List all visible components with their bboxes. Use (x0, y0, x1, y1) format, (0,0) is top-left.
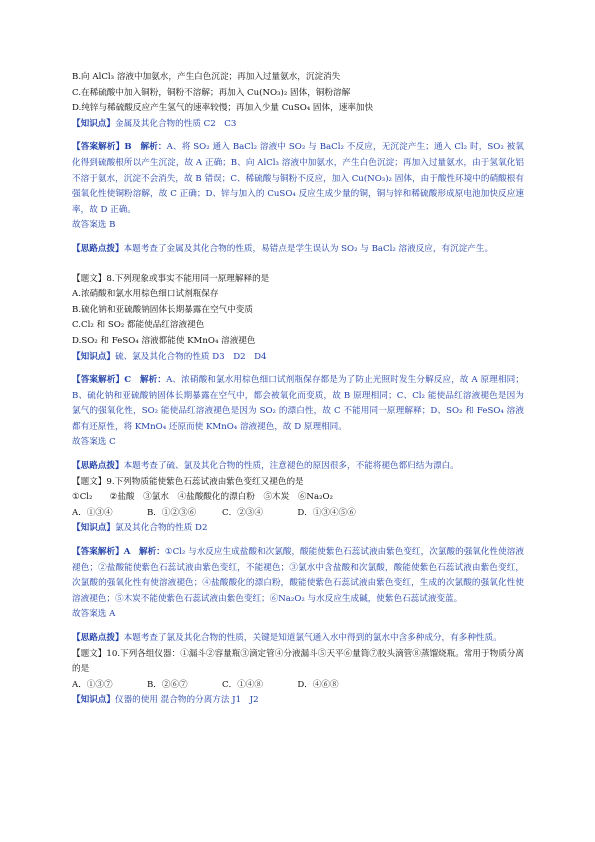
answer-letter: C (124, 375, 132, 386)
knowledge-point-label: 【知识点】 (72, 695, 115, 706)
q7-thinking-tip (72, 242, 524, 258)
q9-knowledge-point (72, 521, 524, 537)
q7-option-b: B.向 AlCl₃ 溶液中加氨水，产生白色沉淀；再加入过量氨水，沉淀消失 (72, 72, 341, 82)
q10-stem: 【题文】10.下列各组仪器：①漏斗②容量瓶③滴定管④分液漏斗⑤天平⑥量筒⑦胶头滴管⑧蒸馏烧瓶。常用于物质分离的是 (72, 648, 524, 675)
knowledge-point-label: 【知识点】 (72, 523, 115, 534)
q9-answer-analysis (72, 545, 524, 607)
knowledge-point-text: 硫、氯及其化合物的性质 D3 D2 D4 (114, 351, 267, 362)
analysis-word: 解析： (139, 547, 165, 558)
tip-label: 【思路点拨】 (72, 243, 124, 254)
knowledge-point-text: 金属及其化合物的性质 C2 C3 (114, 118, 237, 129)
answer-label: 【答案解析】 (72, 142, 125, 153)
q8-knowledge-point (72, 350, 524, 366)
q10-knowledge-point (72, 693, 524, 709)
q7-option-d: D.纯锌与稀硫酸反应产生氢气的速率较慢；再加入少量 CuSO₄ 固体，速率加快 (72, 103, 374, 114)
q8-final-answer: 故答案选 C (72, 437, 116, 448)
tip-label: 【思路点拨】 (72, 633, 124, 643)
answer-letter: A (123, 547, 131, 558)
answer-label: 【答案解析】 (72, 375, 125, 386)
q7-knowledge-point (72, 117, 524, 133)
knowledge-point-text: 仪器的使用 混合物的分离方法 J1 J2 (114, 695, 259, 706)
q8-answer-analysis (72, 373, 524, 435)
document-page (72, 70, 524, 709)
analysis-word: 解析： (139, 375, 167, 386)
q9-choices: A．①③④ B．①②③⑥ C．②③④ D．①③④⑤⑥ (72, 507, 356, 518)
tip-text: 本题考查了金属及其化合物的性质，易错点是学生误认为 SO₂ 与 BaCl₂ 溶液反应，有沉淀产生。 (123, 243, 494, 254)
analysis-word: 解析： (140, 142, 167, 153)
q7-option-c: C.在稀硫酸中加入铜粉，铜粉不溶解；再加入 Cu(NO₃)₂ 固体，铜粉溶解 (72, 87, 351, 98)
q8-option-a: A.浓硝酸和氯水用棕色细口试剂瓶保存 (72, 289, 219, 300)
knowledge-point-label: 【知识点】 (72, 351, 115, 362)
answer-label: 【答案解析】 (72, 547, 124, 558)
q8-option-d: D.SO₂ 和 FeSO₄ 溶液都能使 KMnO₄ 溶液褪色 (72, 335, 256, 346)
answer-letter: B (124, 142, 132, 153)
q10-choices: A．①③⑦ B．②⑥⑦ C．①④⑧ D．④⑥⑧ (72, 679, 339, 690)
knowledge-point-text: 氯及其化合物的性质 D2 (114, 523, 208, 534)
analysis-body: ①Cl₂ 与水反应生成盐酸和次氯酸，酸能使紫色石蕊试液由紫色变红，次氯酸的强氧化性使溶液褪色；②盐酸能使紫色石蕊试液由紫色变红，不能褪色；③氯水中含盐酸和次氯酸，酸能使紫色石蕊试液由紫色变红，次氯酸的强氧化性有使溶液褪色；④盐酸酸化的漂白粉，酸能使紫色石蕊试液由紫色变红，生成的次氯酸的强氧化性使溶液褪色；⑤木炭不能使紫色石蕊试液由紫色变红；⑥Na₂O₂ 与水反应生成碱，使紫色石蕊试液变蓝。 (72, 547, 524, 604)
q8-option-c: C.Cl₂ 和 SO₂ 都能使品红溶液褪色 (72, 320, 205, 331)
q7-answer-analysis (72, 140, 524, 218)
q7-final-answer: 故答案选 B (72, 220, 116, 231)
tip-label: 【思路点拨】 (72, 461, 124, 472)
knowledge-point-label: 【知识点】 (72, 118, 115, 129)
q8-thinking-tip (72, 459, 524, 475)
analysis-body: A、将 SO₂ 通入 BaCl₂ 溶液中 SO₂ 与 BaCl₂ 不反应，无沉淀产生；通入 Cl₂ 时，SO₂ 被氧化得到硫酸根所以产生沉淀，故 A 正确；B、向 AlCl₃ 溶液中加氨水，产生白色沉淀；再加入过量氨水，由于氢氧化铝不溶于氨水，沉淀不会消失，故 B 错误；C、稀硫酸与铜粉不反应，加入 Cu(NO₃)₂ 固体，由于酸性环境中的硝酸根有强氧化性使铜粉溶解，故 C 正确；D、锌与加入的 CuSO₄ 反应生成少量的铜，铜与锌和稀硫酸形成原电池加快反应速率，故 D 正确。 (72, 142, 524, 215)
q9-thinking-tip (72, 631, 524, 647)
q9-stem: 【题文】9.下列物质能使紫色石蕊试液由紫色变红又褪色的是 (72, 476, 304, 487)
tip-text: 本题考查了氯及其化合物的性质，关键是知道氯气通入水中得到的氯水中含多种成分，有多种性质。 (123, 633, 502, 643)
q9-final-answer: 故答案选 A (72, 609, 116, 620)
q9-items: ①Cl₂ ②盐酸 ③氯水 ④盐酸酸化的漂白粉 ⑤木炭 ⑥Na₂O₂ (72, 492, 334, 503)
analysis-body: A、浓硝酸和氯水用棕色细口试剂瓶保存都是为了防止光照时发生分解反应，故 A 原理相同；B、硫化钠和亚硫酸钠固体长期暴露在空气中，都会被氧化而变质，故 B 原理相同；C、Cl₂ 能使品红溶液褪色是因为氯气的强氧化性，SO₂ 能使品红溶液褪色是因为 SO₂ 的漂白性，故 C 不能用同一原理解释；D、SO₂ 和 FeSO₄ 溶液都有还原性，将 KMnO₄ 还原而使 KMnO₄ 溶液褪色，故 D 原理相同。 (72, 375, 524, 432)
q8-option-b: B.硫化钠和亚硫酸钠固体长期暴露在空气中变质 (72, 304, 253, 315)
q8-stem: 【题文】8.下列现象或事实不能用同一原理解释的是 (72, 273, 270, 284)
tip-text: 本题考查了硫、氯及其化合物的性质，注意褪色的原因很多，不能将褪色都归结为漂白。 (123, 461, 459, 472)
